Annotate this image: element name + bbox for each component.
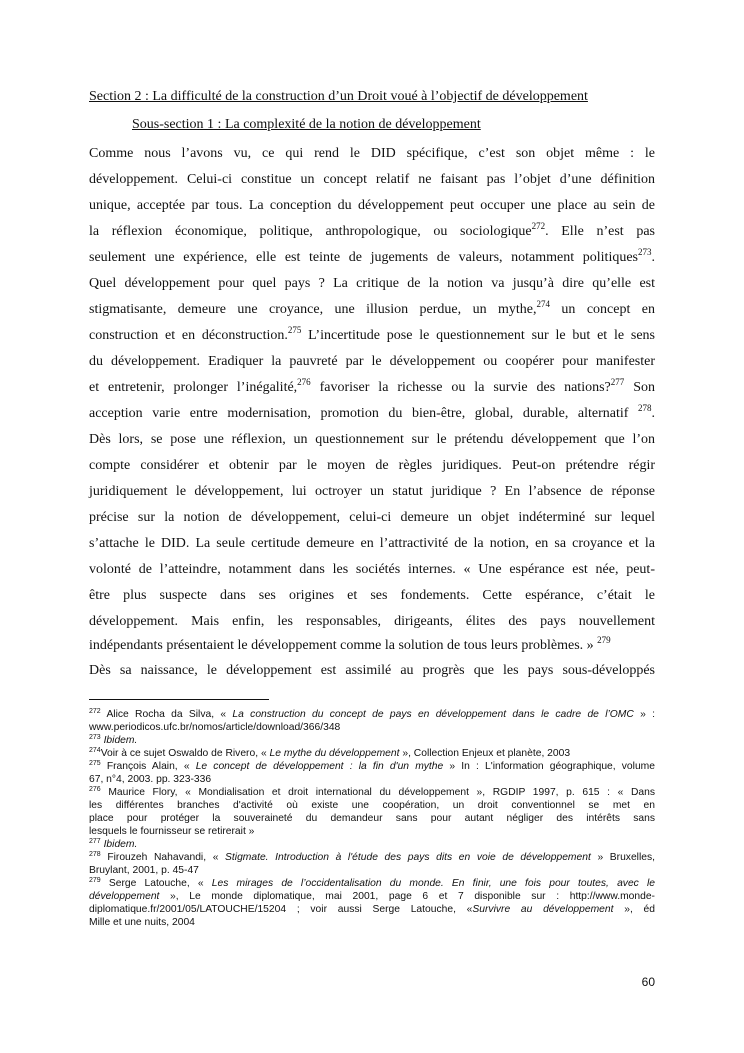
section-title: Section 2 : La difficulté de la construction d’un Droit voué à l’objectif de développement xyxy=(89,89,588,104)
footnote-279-cont: Mille et une nuits, 2004 xyxy=(89,917,195,928)
footnote-273: $^{273}$ Ibidem. xyxy=(89,734,138,746)
footnote-278: $^{278}$ Firouzeh Nahavandi, « Stigmate. Introduction à l'étude des pays dits en voie de développement » Bruxelles, xyxy=(89,851,655,863)
body-line: volonté de l’atteindre, notamment dans les sociétés internes. « Une espérance est née, peut- xyxy=(89,562,655,577)
footnote-ref: 278 xyxy=(638,403,652,413)
body-line: développement. Celui-ci constitue un concept relatif ne faisant pas l’objet d’une définition xyxy=(89,172,655,187)
body-line: seulement une expérience, elle est teinte de jugements de valeurs, notamment politiques$^{273}$. xyxy=(89,247,655,265)
footnote-278-cont: Bruylant, 2001, p. 45-47 xyxy=(89,865,199,876)
body-line: stigmatisante, demeure une croyance, une illusion perdue, un mythe,$^{274}$ un concept en xyxy=(89,299,655,317)
footnote-276-cont: place pour protéger la souveraineté du demandeur sans pour autant négliger des intérêts sans xyxy=(89,813,655,824)
footnote-275: $^{275}$ François Alain, « Le concept de développement : la fin d'un mythe » In : L'information géographique, volume xyxy=(89,760,655,772)
footnote-ref: 277 xyxy=(610,377,625,387)
body-line: juridiquement le développement, lui octroyer un statut juridique ? En l’absence de réponse xyxy=(89,484,655,499)
footnote-275-cont: 67, n°4, 2003. pp. 323-336 xyxy=(89,774,212,785)
footnote-ref: 274 xyxy=(536,299,550,309)
footnote-272: $^{272}$ Alice Rocha da Silva, « La construction du concept de pays en développement dans le cadre de l’OMC » : xyxy=(89,708,656,720)
body-line: indépendants présentaient le développement comme la solution de tous leurs problèmes. » $^{279}$ xyxy=(89,635,611,653)
body-line: Dès lors, se pose une réflexion, un questionnement sur le prétendu développement que l’on xyxy=(89,432,655,447)
body-line: compte considérer et obtenir par le moyen de règles juridiques. Peut-on prétendre régir xyxy=(89,458,655,473)
footnote-ref: 273 xyxy=(638,247,652,257)
footnote-separator xyxy=(89,699,269,700)
footnote-279-cont: diplomatique.fr/2001/05/LATOUCHE/15204 ; voir aussi Serge Latouche, «Survivre au développement », éd xyxy=(89,904,655,915)
footnote-276-cont: les différentes branches d'activité où existe une coopération, un droit conventionnel se met en xyxy=(89,800,655,811)
footnote-ref: 279 xyxy=(597,635,611,645)
footnote-279: $^{279}$ Serge Latouche, « Les mirages de l’occidentalisation du monde. En finir, une fois pour toutes, avec le xyxy=(89,877,655,889)
body-line: Quel développement pour quel pays ? La critique de la notion va jusqu’à dire qu’elle est xyxy=(89,276,655,291)
body-line: et entretenir, prolonger l’inégalité,$^{276}$ favoriser la richesse ou la survie des nations?$^{277}$ Son xyxy=(89,377,655,395)
body-line: unique, acceptée par tous. La conception du développement peut occuper une place au sein de xyxy=(89,198,655,213)
body-line: s’attache le DID. La seule certitude demeure en l’attractivité de la notion, en sa croyance et la xyxy=(89,536,655,551)
body-line: la réflexion économique, politique, anthropologique, ou sociologique$^{272}$. Elle n’est pas xyxy=(89,221,655,239)
page-number: 60 xyxy=(641,975,655,989)
body-line: construction et en déconstruction.$^{275}$ L’incertitude pose le questionnement sur le but et le sens xyxy=(89,325,655,343)
body-line: être plus suspecte dans ses origines et ses fondements. Cette espérance, c’était le xyxy=(89,588,655,603)
body-line: précise sur la notion de développement, celui-ci demeure un objet indéterminé sur lequel xyxy=(89,510,655,525)
footnote-279-cont: développement », Le monde diplomatique, mai 2001, page 6 et 7 disponible sur : http://www.monde- xyxy=(89,891,655,902)
subsection-title: Sous-section 1 : La complexité de la notion de développement xyxy=(132,117,481,132)
footnote-ref: 276 xyxy=(297,377,311,387)
body-line: acception varie entre modernisation, promotion du bien-être, global, durable, alternatif $^{278}$. xyxy=(89,403,655,421)
body-line: Dès sa naissance, le développement est assimilé au progrès que les pays sous-développés xyxy=(89,663,655,678)
footnote-277: $^{277}$ Ibidem. xyxy=(89,838,138,850)
footnote-274: $^{274}$Voir à ce sujet Oswaldo de Rivero, « Le mythe du développement », Collection Enjeux et planète, 2003 xyxy=(89,747,571,759)
footnote-276-cont: lesquels le fournisseur se retirerait » xyxy=(89,826,255,837)
footnote-ref: 272 xyxy=(531,221,546,231)
body-line: développement. Mais enfin, les responsables, dirigeants, élites des pays nouvellement xyxy=(89,614,655,629)
footnote-272-cont: www.periodicos.ufc.br/nomos/article/download/366/348 xyxy=(89,722,341,733)
body-line: Comme nous l’avons vu, ce qui rend le DID spécifique, c’est son objet même : le xyxy=(89,146,655,161)
body-line: du développement. Eradiquer la pauvreté par le développement ou coopérer pour manifester xyxy=(89,354,655,369)
footnote-ref: 275 xyxy=(287,325,302,335)
footnote-276: $^{276}$ Maurice Flory, « Mondialisation et droit international du développement », RGDIP 1997, p. 615 : « Dans xyxy=(89,786,655,798)
